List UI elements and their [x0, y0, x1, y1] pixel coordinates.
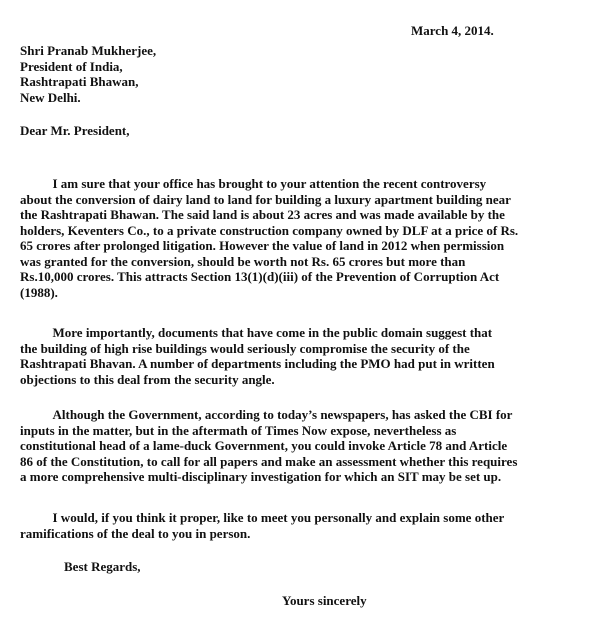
paragraph-line: 65 crores after prolonged litigation. However the value of land in 2012 when permission: [20, 238, 505, 253]
paragraph-line: inputs in the matter, but in the aftermath of Times Now expose, nevertheless as: [20, 422, 457, 438]
paragraph-line: was granted for the conversion, should be worth not Rs. 65 crores but more than: [20, 253, 466, 269]
address-line: Rashtrapati Bhawan,: [20, 74, 139, 89]
paragraph-line: (1988).: [20, 284, 58, 300]
paragraph-line: 86 of the Constitution, to call for all papers and make an assessment whether this requires: [20, 453, 518, 469]
paragraph-line: objections to this deal from the security angle.: [20, 371, 275, 387]
paragraph-line: the building of high rise buildings would seriously compromise the security of the: [20, 340, 470, 356]
signoff: Yours sincerely: [282, 593, 367, 608]
paragraph-investigation: [20, 407, 590, 485]
paragraph-meeting: [20, 510, 590, 541]
paragraph-line: holders, Keventers Co., to a private construction company owned by DLF at a price of Rs.: [20, 222, 519, 238]
paragraph-line: I am sure that your office has brought to your attention the recent controversy: [20, 176, 487, 191]
paragraph-line: I would, if you think it proper, like to meet you personally and explain some other: [20, 510, 505, 525]
paragraph-line: a more comprehensive multi-disciplinary investigation for which an SIT may be set up.: [20, 469, 502, 484]
paragraph-security: [20, 325, 590, 387]
address-line: President of India,: [20, 58, 123, 74]
address-line: New Delhi.: [20, 89, 81, 105]
paragraph-line: Rashtrapati Bhavan. A number of departments including the PMO had put in written: [20, 356, 495, 371]
paragraph-controversy: [20, 176, 590, 300]
recipient-address: [20, 43, 156, 105]
paragraph-line: about the conversion of dairy land to land for building a luxury apartment building near: [20, 191, 511, 207]
paragraph-line: constitutional head of a lame-duck Government, you could invoke Article 78 and Article: [20, 438, 508, 453]
paragraph-line: Rs.10,000 crores. This attracts Section 13(1)(d)(iii) of the Prevention of Corruption Act: [20, 269, 500, 284]
letter-date: March 4, 2014.: [411, 23, 494, 38]
paragraph-line: More importantly, documents that have come in the public domain suggest that: [20, 325, 493, 340]
salutation: Dear Mr. President,: [20, 123, 130, 138]
paragraph-line: ramifications of the deal to you in person.: [20, 525, 251, 541]
paragraph-line: the Rashtrapati Bhawan. The said land is about 23 acres and was made available by the: [20, 207, 505, 222]
address-line: Shri Pranab Mukherjee,: [20, 43, 157, 58]
paragraph-line: Although the Government, according to today’s newspapers, has asked the CBI for: [20, 407, 513, 422]
closing-regards: Best Regards,: [64, 559, 141, 574]
